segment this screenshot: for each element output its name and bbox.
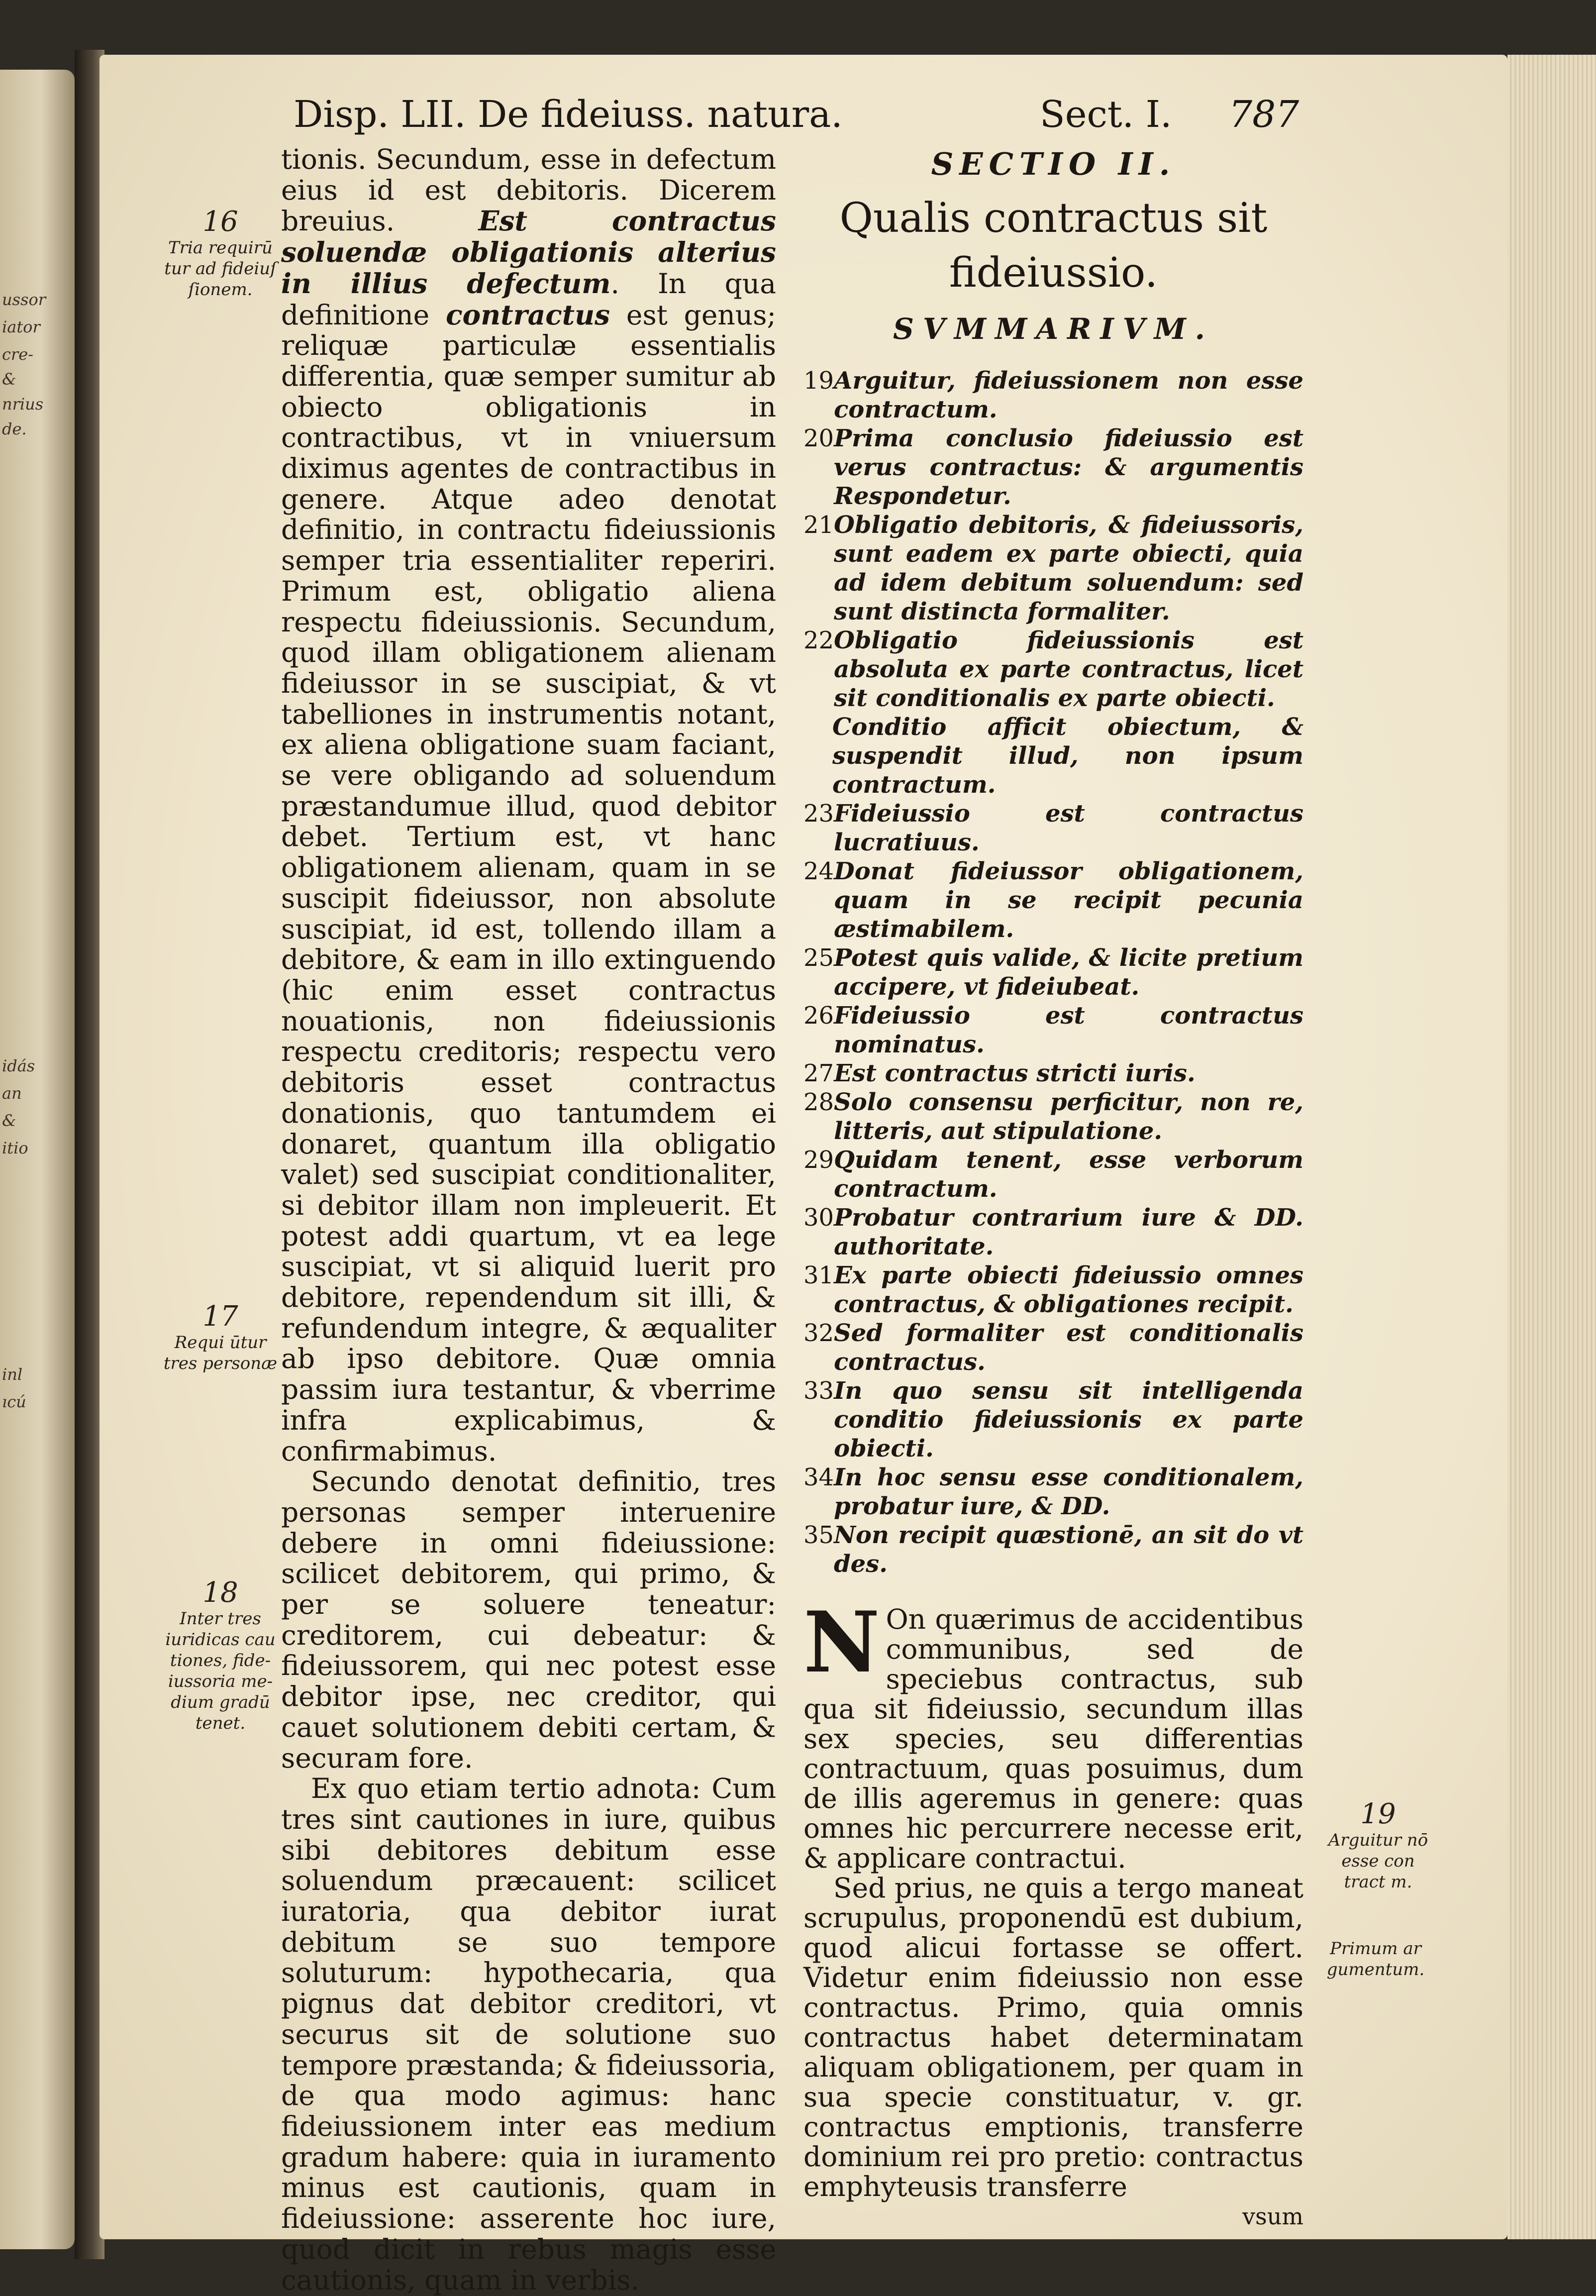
text-run: est genus; reliquæ particulæ essentialis differentia, quæ semper sumitur ab obiecto obligationis in contractibus, vt in vniuersum diximus agentes de contractibus in genere. Atque adeo denotat definitio, in contractu fideiussionis semper tria essentialiter reperiri. Primum est, obligatio aliena respectu fideiussionis. Secundum, quod illam obligationem alienam fideiussor in se suscipiat, & vt tabelliones in instrumentis notant, ex aliena obligatione suam faciant, se vere obligando ad soluendum præstandumue illud, quod debitor debet. Tertium est, vt hanc obligationem alienam, quam in se suscipit fideiussor, non absolute suscipiat, id est, tollendo illam a debitore, & eam in illo extinguendo (hic enim esset contractus nouationis, non fideiussionis respectu creditoris; respectu vero debitoris esset contractus donationis, quo tantumdem ei donaret, quantum illa obligatio valet) sed suscipiat conditionaliter, si debitor illam non impleuerit. Et potest addi quartum, vt ea lege suscipiat, vt si aliquid luerit pro debitore, rependendum sit illi, & refundendum integre, & æqualiter ab ipso debitore. Quæ omnia passim iura testantur, & vberrime infra explicabimus, & confirmabimus. xyxy=(281,299,776,1467)
summary-item xyxy=(803,1521,1303,1578)
page-stack-edge xyxy=(1507,55,1596,2239)
running-head-section: Sect. I. xyxy=(1040,93,1172,136)
summary-text: Prima conclusio fideiussio est verus contractus: & argumentis Respondetur. xyxy=(834,424,1303,510)
summary-number: 21 xyxy=(803,511,834,539)
summary-number: 29 xyxy=(803,1146,834,1174)
summary-number: 31 xyxy=(803,1261,834,1289)
margin-note-17 xyxy=(158,1301,283,1374)
summary-text: In quo sensu sit intelligenda conditio fideiussionis ex parte obiecti. xyxy=(834,1377,1303,1462)
text-run: tionis. Secundum, esse in defectum eius id est debitoris. Dicerem breuius. xyxy=(281,143,776,237)
paragraph: Sed prius, ne quis a tergo maneat scrupulus, proponendū est dubium, quod alicui fortasse se offert. Videtur enim fideiussio non esse contractus. Primo, quia omnis contractus habet determinatam aliquam obligationem, per quam in sua specie constituatur, v. gr. contractus emptionis, transferre dominium rei pro pretio: contractus emphyteusis transferre xyxy=(803,1872,1303,2202)
summary-item xyxy=(803,1261,1303,1319)
summary-number: 34 xyxy=(803,1463,834,1491)
left-page-fragment: idás xyxy=(2,1056,35,1075)
summary-text: Solo consensu perficitur, non re, litteris, aut stipulatione. xyxy=(834,1088,1303,1145)
margin-note-text: Primum ar gumentum. xyxy=(1326,1939,1425,1980)
summary-item xyxy=(803,713,1303,799)
summary-text: Arguitur, fideiussionem non esse contractum. xyxy=(834,367,1303,423)
summary-number: 20 xyxy=(803,424,834,452)
summary-number: 33 xyxy=(803,1377,834,1405)
margin-note-text: Requi ūtur tres personæ xyxy=(163,1333,278,1373)
running-head xyxy=(294,87,1298,142)
left-page-fragment: & xyxy=(2,1111,16,1130)
summary-text: Fideiussio est contractus lucratiuus. xyxy=(834,800,1303,856)
left-page-fragment: itio xyxy=(2,1139,28,1157)
summary-heading: SVMMARIVM. xyxy=(893,312,1214,346)
left-page-fragment: nrius xyxy=(2,395,44,414)
summary-item xyxy=(803,424,1303,511)
left-page-edge xyxy=(0,70,75,2249)
text-run: On quærimus de accidentibus communibus, sed de speciebus contractus, sub qua sit fideiussio, secundum illas sex species, seu differentias contractuum, quas posuimus, dum de illis ageremus in genere: quas omnes hic percurrere necesse erit, & applicare contractui. xyxy=(803,1603,1303,1874)
summary-number xyxy=(803,713,832,799)
summary-text: Sed formaliter est conditionalis contractus. xyxy=(834,1319,1303,1376)
paragraph xyxy=(803,1593,1303,1874)
summary-text: Probatur contrarium iure & DD. authoritate. xyxy=(834,1204,1303,1260)
summary-item xyxy=(803,511,1303,626)
summary-number: 22 xyxy=(803,626,834,654)
section-heading: SECTIO II. xyxy=(931,146,1176,182)
summary-number: 24 xyxy=(803,857,834,885)
text-run: Ex quo etiam tertio adnota: Cum tres sint cautiones in iure, quibus sibi debitores debitum esse soluendum præcauent: scilicet iuratoria, qua debitor iurat debitum se suo tempore soluturum: hypothecaria, qua pignus dat debitor creditori, vt securus sit de solutione suo tempore præstanda; & fideiussoria, de qua modo agimus: hanc fideiussionem inter eas medium gradum habere: quia in iuramento minus est cautionis, quam in fideiussione: asserente hoc iure, quod dicit in rebus magis esse cautionis, quam in verbis. xyxy=(281,1773,776,2296)
term-emphasis: contractus xyxy=(446,298,610,331)
summary-number: 28 xyxy=(803,1088,834,1116)
summary-number: 32 xyxy=(803,1319,834,1347)
text-run: Secundo denotat definitio, tres personas semper interuenire debere in omni fideiussione: scilicet debitorem, qui primo, & per se soluere teneatur: creditorem, cui debeatur: & fideiussorem, qui nec potest esse debitor ipse, nec creditor, qui cauet solutionem debiti certam, & securam fore. xyxy=(281,1465,776,1774)
catchword: vsum xyxy=(1242,2203,1303,2230)
margin-note-16 xyxy=(158,207,283,300)
summary-item xyxy=(803,1319,1303,1376)
margin-note-18 xyxy=(158,1577,283,1734)
summary-item xyxy=(803,1088,1303,1146)
drop-cap: N xyxy=(803,1593,880,1691)
section-body xyxy=(803,1593,1303,2231)
summary-text: Est contractus stricti iuris. xyxy=(834,1059,1196,1087)
summary-item xyxy=(803,943,1303,1001)
left-page-fragment: an xyxy=(2,1084,22,1103)
left-page-fragment: ussor xyxy=(2,290,46,309)
summary-text: Non recipit quæstionē, an sit do vt des. xyxy=(834,1521,1303,1578)
summary-number: 25 xyxy=(803,944,834,972)
margin-note-text: Inter tres iuridicas cau tiones, fide- iussoria me- dium gradū tenet. xyxy=(165,1609,276,1733)
summary-text: Conditio afficit obiectum, & suspendit illud, non ipsum contractum. xyxy=(832,713,1303,799)
summary-text: Fideiussio est contractus nominatus. xyxy=(834,1002,1303,1058)
text-run: . In qua definitione xyxy=(281,267,776,331)
margin-note-primum xyxy=(1313,1938,1438,1980)
paragraph xyxy=(281,1466,776,1774)
running-head-title: Disp. LII. De fideiuss. natura. xyxy=(294,93,843,136)
summary-number: 26 xyxy=(803,1002,834,1030)
margin-note-number: 17 xyxy=(202,1300,238,1333)
summary-text: Ex parte obiecti fideiussio omnes contractus, & obligationes recipit. xyxy=(834,1261,1303,1318)
margin-note-number: 16 xyxy=(202,206,238,238)
left-text-column xyxy=(281,144,776,2296)
summary-number: 30 xyxy=(803,1204,834,1232)
summary-item xyxy=(803,1059,1303,1088)
summary-text: Quidam tenent, esse verborum contractum. xyxy=(834,1146,1303,1203)
summary-number: 23 xyxy=(803,800,834,828)
page-number: 787 xyxy=(1229,93,1299,136)
margin-note-19 xyxy=(1321,1799,1435,1892)
left-page-fragment: de. xyxy=(2,419,27,438)
summary-text: Potest quis valide, & licite pretium accipere, vt fideiubeat. xyxy=(834,944,1303,1001)
margin-note-text: Tria requirū tur ad fideiuſ ſionem. xyxy=(164,238,277,300)
summary-item xyxy=(803,626,1303,713)
paragraph xyxy=(281,144,776,1466)
summary-text: Donat fideiussor obligationem, quam in se recipit pecunia æstimabilem. xyxy=(834,857,1303,943)
left-page-fragment: & xyxy=(2,370,16,389)
summary-item xyxy=(803,799,1303,857)
summary-item xyxy=(803,366,1303,424)
left-page-fragment: ıcú xyxy=(2,1392,26,1411)
summary-item xyxy=(803,857,1303,943)
summary-item xyxy=(803,1203,1303,1261)
section-title: Qualis contractus sit fideiussio. xyxy=(839,195,1268,297)
summary-text: In hoc sensu esse conditionalem, probatur iure, & DD. xyxy=(834,1463,1303,1520)
margin-note-number: 18 xyxy=(202,1576,238,1609)
summary-item xyxy=(803,1146,1303,1203)
summary-number: 19 xyxy=(803,367,834,395)
right-text-column xyxy=(803,144,1303,2231)
summary-list xyxy=(803,366,1303,1578)
summary-number: 35 xyxy=(803,1521,834,1549)
margin-note-text: Arguitur nō esse con tract m. xyxy=(1328,1830,1428,1892)
left-page-fragment: inl xyxy=(2,1365,23,1384)
summary-item xyxy=(803,1001,1303,1059)
definition-emphasis: Est contractus soluendæ obligationis alterius in illius defectum xyxy=(281,205,776,300)
left-page-fragment: cre- xyxy=(2,345,33,364)
left-page-fragment: iator xyxy=(2,317,40,336)
summary-text: Obligatio debitoris, & fideiussoris, sunt eadem ex parte obiecti, quia ad idem debitum soluendum: sed sunt distincta formaliter. xyxy=(834,511,1303,626)
margin-note-number: 19 xyxy=(1360,1798,1396,1830)
summary-item xyxy=(803,1463,1303,1521)
summary-text: Obligatio fideiussionis est absoluta ex parte contractus, licet sit conditionalis ex parte obiecti. xyxy=(834,626,1303,712)
paragraph xyxy=(281,1774,776,2296)
summary-number: 27 xyxy=(803,1059,834,1087)
summary-item xyxy=(803,1376,1303,1463)
